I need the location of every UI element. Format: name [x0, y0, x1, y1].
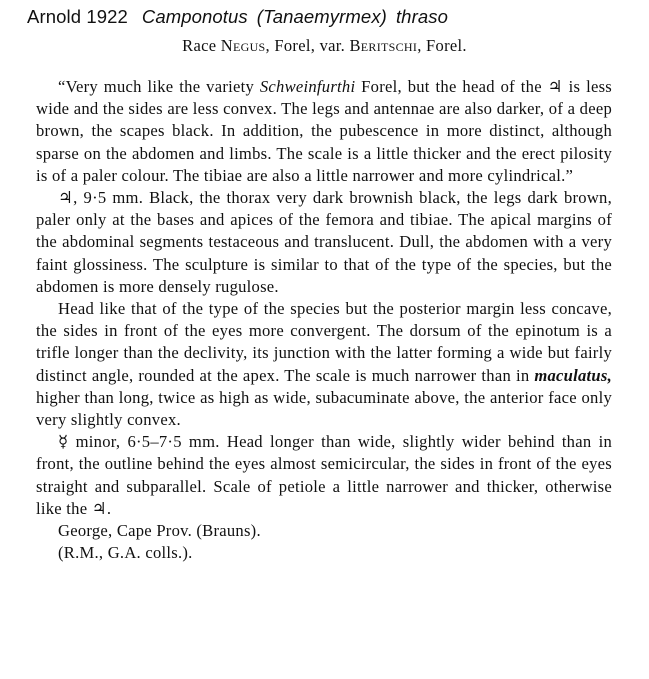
genus-name: Camponotus: [141, 6, 248, 27]
race-variety-title: [0, 36, 649, 56]
description-body: [36, 76, 612, 564]
species-name: thraso: [395, 6, 448, 27]
variety-name: Beritschi: [349, 36, 418, 55]
subgenus-name: (Tanaemyrmex): [256, 6, 387, 27]
paragraph3-text-end: higher than long, twice as high as wide, subacuminate above, the anterior face only very slightly convex.: [36, 387, 612, 430]
subtitle-middle: , Forel, var.: [265, 36, 350, 55]
variety-reference: Schweinfurthi: [259, 77, 356, 96]
author-year: Arnold 1922: [27, 6, 128, 27]
locality-line: George, Cape Prov. (Brauns).: [58, 521, 261, 541]
collections-line: (R.M., G.A. colls.).: [58, 543, 193, 563]
subtitle-suffix: , Forel.: [417, 36, 467, 55]
quoted-description-paragraph: [36, 76, 612, 187]
paragraph3-text-start: Head like that of the type of the species but the posterior margin less concave, the sides in front of the eyes more convergent. The dorsum of the epinotum is a trifle longer than the declivity, its junction with the latter forming a wide but fairly distinct angle, rounded at the apex. The scale is much narrower than in: [36, 299, 612, 385]
subtitle-prefix: Race: [182, 36, 221, 55]
minor-worker-description-paragraph: ☿ minor, 6·5–7·5 mm. Head longer than wide, slightly wider behind than in front, the outline behind the eyes almost semicircular, the sides in front of the eyes straight and subparallel. Scale of petiole a little narrower and thicker, otherwise like the ♃.: [36, 432, 612, 518]
paragraph1-text-end: Forel, but the head of the ♃ is less wide and the sides are less convex. The legs and antennae are also darker, of a deep brown, the scapes black. In addition, the pubescence in more distinct, although sparse on the abdomen and limbs. The scale is a little thicker and the erect pilosity is of a paler colour. The tibiae are also a little narrower and more cylindrical.”: [36, 77, 613, 185]
page-header: [27, 6, 448, 28]
race-name: Negus: [220, 36, 266, 55]
maculatus-reference: maculatus,: [534, 365, 612, 385]
female-description-paragraph: ♃, 9·5 mm. Black, the thorax very dark brownish black, the legs dark brown, paler only at the bases and apices of the femora and tibiae. The apical margins of the abdominal segments testaceous and translucent. Dull, the abdomen with a very faint glossiness. The sculpture is similar to that of the type of the species, but the abdomen is more densely rugulose.: [36, 188, 612, 296]
paragraph1-text-start: “Very much like the variety: [58, 77, 260, 96]
head-description-paragraph: [36, 298, 612, 431]
